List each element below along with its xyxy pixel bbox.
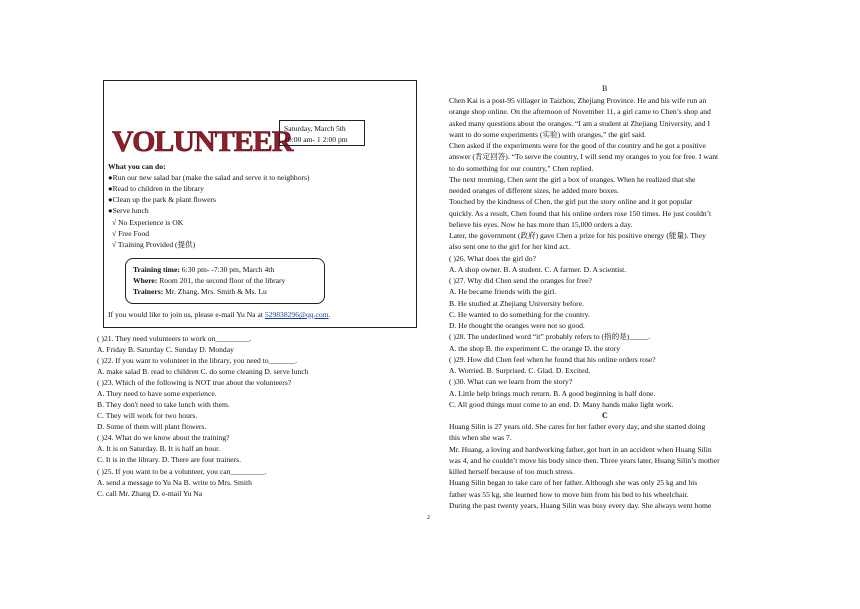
event-date-box [279,120,365,146]
contact-text: If you would like to join us, please e-mail Yu Na at [108,310,265,319]
option-line: A. Friday B. Saturday C. Sunday D. Monday [97,345,234,354]
question-line: ( )22. If you want to volunteer in the library, you need to_______. [97,356,298,365]
passage-line: A. He became friends with the girl. [449,287,557,297]
passage-line: killed herself because of too much stress. [449,467,575,476]
training-time-label: Training time: [133,265,180,274]
training-time [133,264,274,275]
passage-line: needed oranges of different sizes, he added more boxes. [449,186,619,195]
trainers-value: Mr. Zhang, Mrs. Smith & Ms. Lu [163,287,267,296]
passage-line: During the past twenty years, Huang Silin was busy every day. She always went home [449,500,712,510]
passage-line: asked many questions about the oranges. “I am a student at Zhejiang University, and I [449,118,710,128]
passage-line: father was 55 kg, she learned how to move him from his bed to his wheelchair. [449,489,689,499]
option-line: C. call Mr. Zhang D. e-mail Yu Na [97,489,203,498]
passage-line: to do something for our country,” Chen replied. [449,163,594,173]
passage-line: D. He thought the oranges were not so good. [449,321,585,330]
passage-line: A. Little help brings much return. B. A good beginning is half done. [449,388,656,398]
passage-line: Chen Kai is a post-95 villager in Taizhou, Zhejiang Province. He and his wife run an [449,96,707,105]
passage-line: The next morning, Chen sent the girl a box of oranges. When he realized that she [449,174,696,184]
passage-line: orange shop online. On the afternoon of November 11, a girl came to Chen’s shop and [449,107,711,117]
passage-line: ( )29. How did Chen feel when he found that his online orders rose? [449,354,656,364]
contact-end: . [328,310,331,319]
perk-item: √ Free Food [112,229,150,238]
option-line: C. It is in the library. D. There are four trainers. [97,455,242,464]
passage-line: was 4, and he couldn’t move his body since then. Three years later, Huang Silin’s mother [449,455,720,465]
passage-line: ( )28. The underlined word “it” probably refers to (指的是)_____. [449,332,651,342]
option-line: A. make salad B. read to children C. do some cleaning D. serve lunch [97,367,309,376]
passage-line: Huang Silin is 27 years old. She cares for her father every day, and she started doing [449,422,706,431]
event-time: 10:00 am- 1 2:00 pm [284,135,348,144]
what-heading: What you can do: [108,162,166,171]
passage-line: B. He studied at Zhejiang University before. [449,298,584,308]
perk-item: √ Training Provided (提供) [112,240,196,249]
option-line: A. It is on Saturday. B. It is half an hour. [97,444,221,453]
training-where [133,275,285,286]
passage-line: A. the shop B. the experiment C. the orange D. the story [449,343,621,353]
contact-email-link[interactable]: 529838296@qq.com [264,310,329,319]
event-date: Saturday, March 5th [284,124,346,133]
passage-line: C. All good things must come to an end. D. Many hands make light work. [449,399,674,409]
passage-line: want to do some experiments (实验) with oranges,” the girl said. [449,129,646,139]
passage-line: Mr. Huang, a loving and hardworking father, got hurt in an accident when Huang Silin [449,444,712,454]
passage-line: Huang Silin began to take care of her father. Although she was only 25 kg and his [449,478,698,488]
task-item: ●Clean up the park & plant flowers [108,195,216,204]
option-line: B. They don't need to take lunch with them. [97,400,230,409]
question-line: ( )23. Which of the following is NOT true about the volunteers? [97,378,292,387]
passage-line: ( )30. What can we learn from the story? [449,377,573,387]
training-trainers [133,286,267,297]
passage-line: this when she was 7. [449,433,512,443]
page-number: 2 [427,515,430,521]
section-b-title: B [602,84,608,93]
option-line: A. They need to have some experience. [97,389,217,398]
passage-line: ( )26. What does the girl do? [449,253,536,263]
passage-line: A. Worried. B. Surprised. C. Glad. D. Excited. [449,366,591,375]
section-c-title: C [602,411,608,420]
question-line: ( )21. They need volunteers to work on_________. [97,334,252,343]
passage-line: also sent one to the girl for her kind act. [449,242,571,252]
option-line: D. Some of them will plant flowers. [97,422,207,431]
passage-line: believe his eyes. Now he has more than 15,000 orders a day. [449,219,633,229]
task-item: ●Read to children in the library [108,184,204,193]
task-item: ●Serve lunch [108,206,149,215]
option-line: C. They will work for two hours. [97,411,198,420]
passage-line: Later, the government (政府) gave Chen a prize for his positive energy (能量). They [449,231,706,240]
volunteer-logo-text: VOLUNTEER [112,125,293,158]
passage-line: quickly. As a result, Chen found that his online orders rose 150 times. He just couldn’t [449,208,712,218]
passage-line: A. A shop owner. B. A student. C. A farmer. D. A scientist. [449,264,627,274]
volunteer-logo [110,122,293,158]
passage-line: Touched by the kindness of Chen, the girl put the story online and it got popular [449,197,693,207]
training-time-value: 6:30 pm- -7:30 pm, March 4th [179,265,275,274]
passage-line: ( )27. Why did Chen send the oranges for free? [449,276,592,285]
question-line: ( )25. If you want to be a volunteer, you can_________. [97,467,267,476]
where-label: Where: [133,276,158,285]
contact-line [108,309,330,320]
trainers-label: Trainers: [133,287,164,296]
passage-line: C. He wanted to do something for the country. [449,309,590,319]
question-line: ( )24. What do we know about the training? [97,433,230,442]
task-item: ●Run our new salad bar (make the salad and serve it to neighbors) [108,173,310,182]
passage-line: Chen asked if the experiments were for the good of the country and he got a positive [449,141,706,150]
passage-line: answer (肯定回答). “To serve the country, I will send my oranges to you for free. I want [449,152,719,162]
perk-item: √ No Experience is OK [112,218,184,227]
where-value: Room 201, the second floor of the library [157,276,286,285]
option-line: A. send a message to Yu Na B. write to Mrs. Smith [97,478,252,487]
